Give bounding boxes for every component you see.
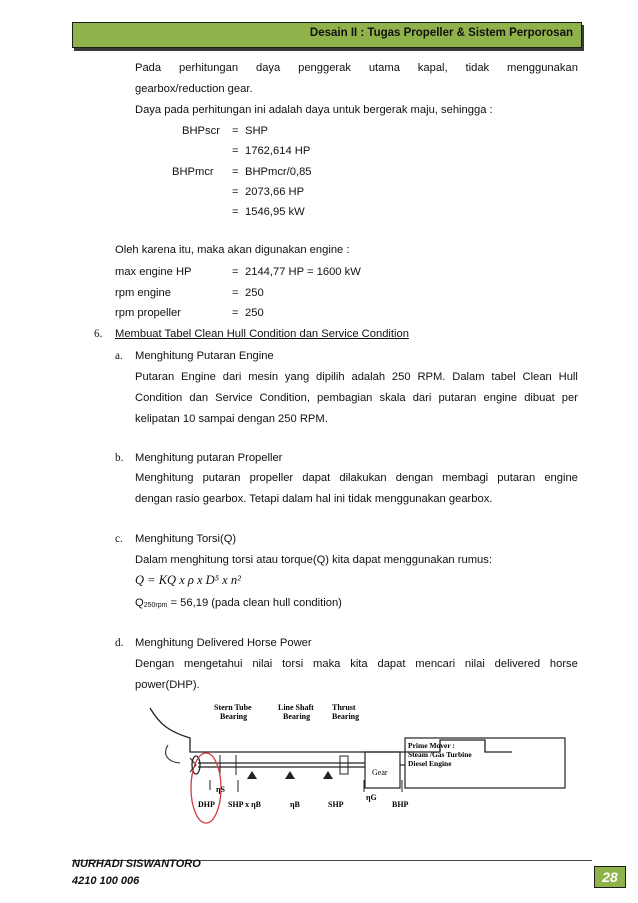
bearing-icon	[285, 771, 295, 779]
word: Pada	[135, 62, 162, 74]
eq-value: SHP	[245, 125, 269, 137]
word: Engine	[181, 371, 216, 383]
word: RPM.	[417, 371, 446, 383]
q-main: Q	[135, 597, 144, 609]
word: Condition,	[259, 392, 310, 404]
thrust-label: Bearing	[332, 712, 360, 721]
prime-mover-label: Prime Mover :	[408, 741, 455, 750]
word: dengan	[395, 472, 434, 484]
engine-value: 250	[245, 287, 264, 299]
engine-sign: =	[232, 287, 239, 299]
word: dipilih	[316, 371, 345, 383]
header-title: Desain II : Tugas Propeller & Sistem Perporosan	[309, 27, 573, 39]
eta-b-label: ηB	[290, 800, 300, 809]
stern-tube-label: Bearing	[220, 712, 248, 721]
author-name: NURHADI SISWANTORO	[72, 858, 201, 870]
word: engine	[483, 392, 518, 404]
word: tidak	[465, 62, 490, 74]
word: Condition	[135, 392, 183, 404]
word: putaran	[202, 472, 241, 484]
eq-sign: =	[232, 186, 239, 198]
sub-letter: a.	[115, 350, 123, 362]
eq-value: 1546,95 kW	[245, 206, 305, 218]
word: dari	[412, 392, 432, 404]
intro-line-1	[135, 62, 578, 74]
shp-label: SHP	[328, 800, 344, 809]
header-bar	[72, 22, 582, 48]
word: Putaran	[135, 371, 175, 383]
eta-g-label: ηG	[366, 793, 377, 802]
word: engine	[544, 472, 578, 484]
word: Menghitung	[135, 472, 194, 484]
stern-tube-label: Stern Tube	[214, 703, 252, 712]
word: Service	[215, 392, 253, 404]
thrust-bearing	[340, 756, 348, 774]
eq-sign: =	[232, 145, 239, 157]
eq-label: BHPmcr	[172, 166, 214, 178]
sub-letter: c.	[115, 533, 123, 545]
sub-a-line-1	[135, 371, 578, 383]
eq-value: BHPmcr/0,85	[245, 166, 312, 178]
word: dibuat	[524, 392, 555, 404]
eq-sign: =	[232, 125, 239, 137]
q-subscript: 250rpm	[143, 602, 168, 609]
prime-mover-label: Steam /Gas Turbine	[408, 750, 472, 759]
sub-d-line-1	[135, 658, 578, 670]
sub-letter: b.	[115, 452, 124, 464]
q-rest: = 56,19 (pada clean hull condition)	[167, 597, 342, 609]
line-shaft-label: Bearing	[283, 712, 311, 721]
hull-stern	[166, 745, 180, 763]
sub-c-line-1: Dalam menghitung torsi atau torque(Q) kita dapat menggunakan rumus:	[135, 554, 492, 566]
word: menggunakan	[507, 62, 578, 74]
line-shaft-label: Line Shaft	[278, 703, 314, 712]
eq-value: 1762,614 HP	[245, 145, 311, 157]
engine-value: 2144,77 HP = 1600 kW	[245, 266, 361, 278]
word: dapat	[302, 472, 331, 484]
sub-title: Menghitung Putaran Engine	[135, 350, 274, 362]
engine-sign: =	[232, 266, 239, 278]
word: mengetahui	[184, 658, 243, 670]
word: daya	[255, 62, 281, 74]
word: putaran	[497, 472, 536, 484]
sub-b-line-2: dengan rasio gearbox. Tetapi dalam hal ini tidak menggunakan gearbox.	[135, 493, 493, 505]
word: Dengan	[135, 658, 175, 670]
eq-value: 2073,66 HP	[245, 186, 305, 198]
word: Hull	[558, 371, 578, 383]
torque-formula: Q = KQ x ρ x D⁵ x n²	[135, 573, 241, 587]
bearing-icon	[323, 771, 333, 779]
thrust-label: Thrust	[332, 703, 356, 712]
word: pembagian	[317, 392, 373, 404]
word: kita	[350, 658, 368, 670]
word: nilai	[252, 658, 273, 670]
sub-d-line-2: power(DHP).	[135, 679, 200, 691]
dhp-label: DHP	[198, 800, 215, 809]
sub-b-line-1	[135, 472, 578, 484]
sub-title: Menghitung Torsi(Q)	[135, 533, 237, 545]
word: skala	[379, 392, 406, 404]
page-number: 28	[594, 866, 626, 888]
section-title: Membuat Tabel Clean Hull Condition dan Service Condition	[115, 328, 409, 340]
word: maka	[313, 658, 341, 670]
word: propeller	[249, 472, 294, 484]
bearing-icon	[247, 771, 257, 779]
author-id: 4210 100 006	[72, 875, 140, 887]
word: tabel	[491, 371, 516, 383]
engine-label: rpm propeller	[115, 307, 181, 319]
shp-etab-label: SHP x ηB	[228, 800, 261, 809]
eq-label: BHPscr	[182, 125, 220, 137]
sub-title: Menghitung putaran Propeller	[135, 452, 283, 464]
word: mesin	[248, 371, 279, 383]
torque-result	[135, 597, 342, 609]
intro-line-3: Daya pada perhitungan ini adalah daya untuk bergerak maju, sehingga :	[135, 104, 493, 116]
prime-mover-label: Diesel Engine	[408, 759, 452, 768]
word: perhitungan	[179, 62, 239, 74]
bhp-label: BHP	[392, 800, 409, 809]
sub-a-line-2	[135, 392, 578, 404]
eq-sign: =	[232, 166, 239, 178]
word: dapat	[377, 658, 406, 670]
word: yang	[284, 371, 310, 383]
word: mencari	[415, 658, 456, 670]
word: utama	[368, 62, 400, 74]
hull-outline	[150, 708, 512, 752]
engine-label: max engine HP	[115, 266, 192, 278]
word: 250	[391, 371, 411, 383]
word: kapal,	[417, 62, 448, 74]
word: Clean	[522, 371, 552, 383]
sub-title: Menghitung Delivered Horse Power	[135, 637, 312, 649]
word: torsi	[282, 658, 304, 670]
word: Dalam	[452, 371, 485, 383]
propulsion-shaft-diagram	[140, 700, 580, 830]
word: putaran	[438, 392, 477, 404]
engine-value: 250	[245, 307, 264, 319]
word: dilakukan	[339, 472, 387, 484]
gear-label: Gear	[372, 768, 388, 777]
word: penggerak	[298, 62, 351, 74]
word: adalah	[351, 371, 386, 383]
eta-s-label: ηS	[216, 785, 225, 794]
section-number: 6.	[94, 328, 103, 340]
word: per	[561, 392, 578, 404]
sub-letter: d.	[115, 637, 124, 649]
engine-sign: =	[232, 307, 239, 319]
word: dan	[189, 392, 209, 404]
word: delivered	[494, 658, 541, 670]
sub-a-line-3: kelipatan 10 sampai dengan 250 RPM.	[135, 413, 328, 425]
word: dari	[222, 371, 242, 383]
eq-sign: =	[232, 206, 239, 218]
intro-line-2: gearbox/reduction gear.	[135, 83, 253, 95]
word: nilai	[464, 658, 485, 670]
engine-label: rpm engine	[115, 287, 171, 299]
word: membagi	[442, 472, 489, 484]
engine-intro: Oleh karena itu, maka akan digunakan engine :	[115, 244, 350, 256]
word: horse	[549, 658, 578, 670]
